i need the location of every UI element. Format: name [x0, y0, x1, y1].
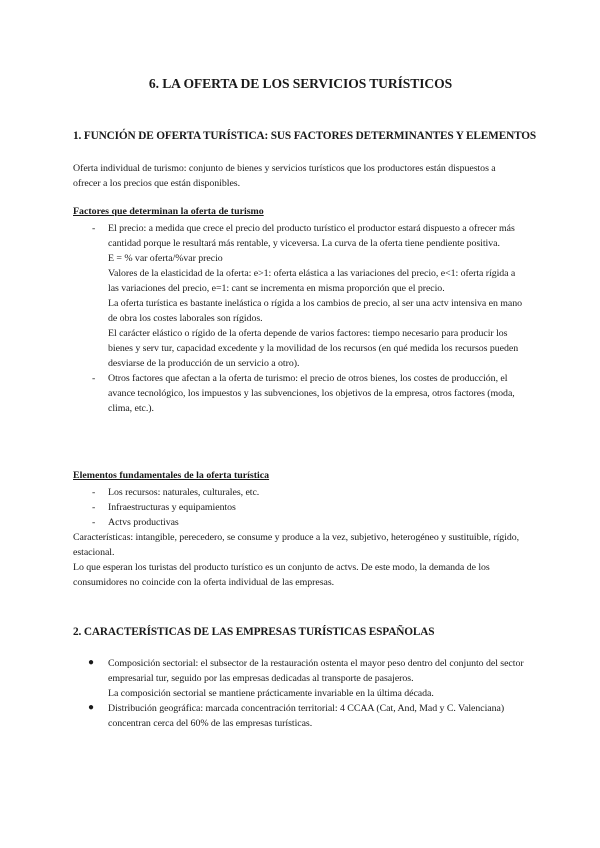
element-resources: Los recursos: naturales, culturales, etc.: [108, 487, 260, 498]
bullet-marker: ●: [88, 657, 94, 668]
other-factors-text: Otros factores que afectan a la oferta de turismo: el precio de otros bienes, los costes de producción, el avance tecnológico, los impuestos y las subvenciones, los objetivos de la empresa, otros factores (moda, clima, etc.).: [108, 373, 515, 414]
bullet-marker: ●: [88, 702, 94, 713]
list-item: [73, 500, 528, 515]
list-item: [73, 221, 528, 371]
price-factor-text: El precio: a medida que crece el precio del producto turístico el productor estará dispuesto a ofrecer más cantidad porque le resultará más rentable, y viceversa. La curva de la oferta tiene pendiente positiva.: [108, 223, 515, 249]
dash-marker: -: [92, 502, 96, 513]
geographic-distribution-text: Distribución geográfica: marcada concentración territorial: 4 CCAA (Cat, And, Mad y C. Valenciana) concentran cerca del 60% de las empresas turísticas.: [108, 703, 505, 729]
section-2-heading: 2. CARACTERÍSTICAS DE LAS EMPRESAS TURÍSTICAS ESPAÑOLAS: [73, 626, 435, 638]
sectoral-composition-note: La composición sectorial se mantiene prácticamente invariable en la última década.: [108, 688, 434, 699]
list-item: [73, 371, 528, 416]
dash-marker: -: [92, 373, 96, 384]
companies-list: [73, 656, 528, 731]
section-1-intro: Oferta individual de turismo: conjunto de bienes y servicios turísticos que los productores están dispuestos a ofrecer a los precios que están disponibles.: [73, 163, 496, 189]
list-item: [73, 485, 528, 500]
elasticity-formula: E = % var oferta/%var precio: [108, 253, 223, 264]
elastic-character-note: El carácter elástico o rígido de la oferta depende de varios factores: tiempo necesario para producir los bienes y serv tur, capacidad excedente y la movilidad de los recursos (en qué medida los recursos pueden desviarse de la producción de un servicio a otro).: [108, 328, 519, 369]
list-item: [73, 656, 528, 701]
inelastic-note: La oferta turística es bastante inelástica o rígida a los cambios de precio, al ser una actv intensiva en mano de obra los costes laborales son rígidos.: [108, 298, 523, 324]
element-productive-activities: Actvs productivas: [108, 517, 179, 528]
page-title: 6. LA OFERTA DE LOS SERVICIOS TURÍSTICOS: [148, 76, 453, 91]
characteristics-paragraph: Características: intangible, perecedero, se consume y produce a la vez, subjetivo, heterogéneo y sustituible, rígido, estacional.: [73, 532, 520, 558]
section-1-heading: 1. FUNCIÓN DE OFERTA TURÍSTICA: SUS FACTORES DETERMINANTES Y ELEMENTOS: [73, 130, 537, 142]
elements-heading: Elementos fundamentales de la oferta turística: [73, 470, 270, 481]
sectoral-composition-text: Composición sectorial: el subsector de la restauración ostenta el mayor peso dentro del conjunto del sector empresarial tur, seguido por las empresas dedicadas al transporte de pasajeros.: [108, 658, 524, 684]
dash-marker: -: [92, 223, 96, 234]
element-infrastructure: Infraestructuras y equipamientos: [108, 502, 236, 513]
list-item: [73, 515, 528, 530]
factors-list: [73, 221, 528, 416]
dash-marker: -: [92, 487, 96, 498]
elements-list: [73, 485, 528, 530]
factors-heading: Factores que determinan la oferta de turismo: [73, 206, 264, 217]
elasticity-values: Valores de la elasticidad de la oferta: e>1: oferta elástica a las variaciones del precio, e<1: oferta rígida a las variaciones del precio, e=1: cant se incrementa en misma proporción que el precio.: [108, 268, 516, 294]
list-item: [73, 701, 528, 731]
expectations-paragraph: Lo que esperan los turistas del producto turístico es un conjunto de actvs. De este modo, la demanda de los consumidores no coincide con la oferta individual de las empresas.: [73, 562, 490, 588]
dash-marker: -: [92, 517, 96, 528]
